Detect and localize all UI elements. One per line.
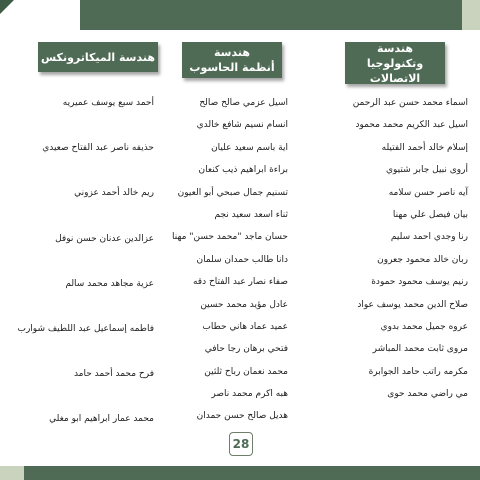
column-mechatronics-engineering [17, 42, 180, 425]
list-item: انسام نسيم شافع خالدي [196, 120, 288, 131]
list-item: حذيفه ناصر عبد الفتاح صعيدي [42, 143, 154, 154]
list-item: صفاء نصار عبد الفتاح دقه [192, 277, 288, 288]
list-item: تسنيم جمال صبحي أبو العيون [177, 187, 288, 198]
column-communications-engineering [330, 41, 480, 400]
list-item: أحمد سبع يوسف عميريه [62, 98, 154, 108]
list-item: مكرمه راتب حامد الجوابرة [368, 366, 468, 377]
column-header-communications: هندسة وتكنولوجيا الاتصالات [345, 42, 445, 84]
list-item: مروى ثابت محمد المباشر [372, 344, 468, 355]
list-item: محمد عمار ابراهيم ابو مغلي [49, 414, 154, 425]
list-item: مي راضي محمد حوى [387, 389, 468, 400]
list-item: صلاح الدين محمد يوسف عواد [357, 299, 468, 310]
list-item: هبه اكرم محمد ناصر [211, 389, 288, 400]
list-item: اسماء محمد حسن عبد الرحمن [352, 98, 468, 108]
corner-decoration [0, 0, 14, 14]
column-computer-systems-engineering [172, 42, 330, 422]
column-header-mechatronics: هندسة الميكاترونكس [38, 42, 158, 72]
list-item: اسيل عبد الكريم محمد محمود [355, 120, 468, 131]
list-item: براءة ابراهيم ذيب كنعان [198, 165, 288, 176]
names-list-computer-systems [172, 96, 288, 432]
page-number: 28 [229, 432, 253, 456]
list-item: فاطمه إسماعيل عبد اللطيف شوارب [17, 323, 154, 334]
list-item: ثناء اسعد سعيد نجم [214, 209, 288, 220]
names-list-mechatronics [17, 96, 154, 458]
list-item: إسلام خالد أحمد الفتيله [381, 142, 468, 153]
top-decorative-bar [80, 0, 480, 30]
list-item: رنا وجدي احمد سليم [390, 232, 468, 243]
names-list-communications [353, 96, 468, 409]
list-item: اسيل عزمي صالح صالح [199, 98, 288, 108]
bottom-decorative-bar [0, 466, 480, 480]
list-item: رنيم يوسف محمود حمودة [371, 277, 468, 288]
list-item: أروى نبيل جابر شتيوي [385, 165, 468, 176]
list-item: بيان فيصل علي مهنا [392, 209, 468, 220]
list-item: دانا طالب حمدان سلمان [196, 254, 288, 265]
list-item: فتحي برهان رجا حافي [204, 344, 288, 355]
top-accent-bar [462, 0, 480, 30]
bottom-accent-bar [0, 466, 24, 480]
list-item: عميد عماد هاني حطاب [202, 321, 288, 332]
list-item: عادل مؤيد محمد حسين [200, 299, 288, 310]
column-header-computer-systems: هندسة أنظمة الحاسوب [182, 42, 282, 78]
list-item: هديل صالح حسن حمدان [196, 411, 288, 422]
list-item: ريم خالد أحمد عزوني [74, 188, 154, 199]
list-item: آيه ناصر حسن سلامه [388, 187, 468, 198]
list-item: فرح محمد أحمد حامد [73, 369, 154, 380]
list-item: حسان ماجد "محمد حسن" مهنا [172, 232, 288, 243]
list-item: عروه جميل محمد بدوي [380, 321, 468, 332]
list-item: عزالدين عدنان حسن نوفل [55, 233, 154, 244]
list-item: ربان خالد محمود جعرون [377, 254, 468, 265]
list-item: اية باسم سعيد عليان [211, 142, 288, 153]
list-item: عزية مجاهد محمد سالم [65, 278, 154, 289]
list-item: محمد نعمان رباح ثلثين [204, 366, 288, 377]
